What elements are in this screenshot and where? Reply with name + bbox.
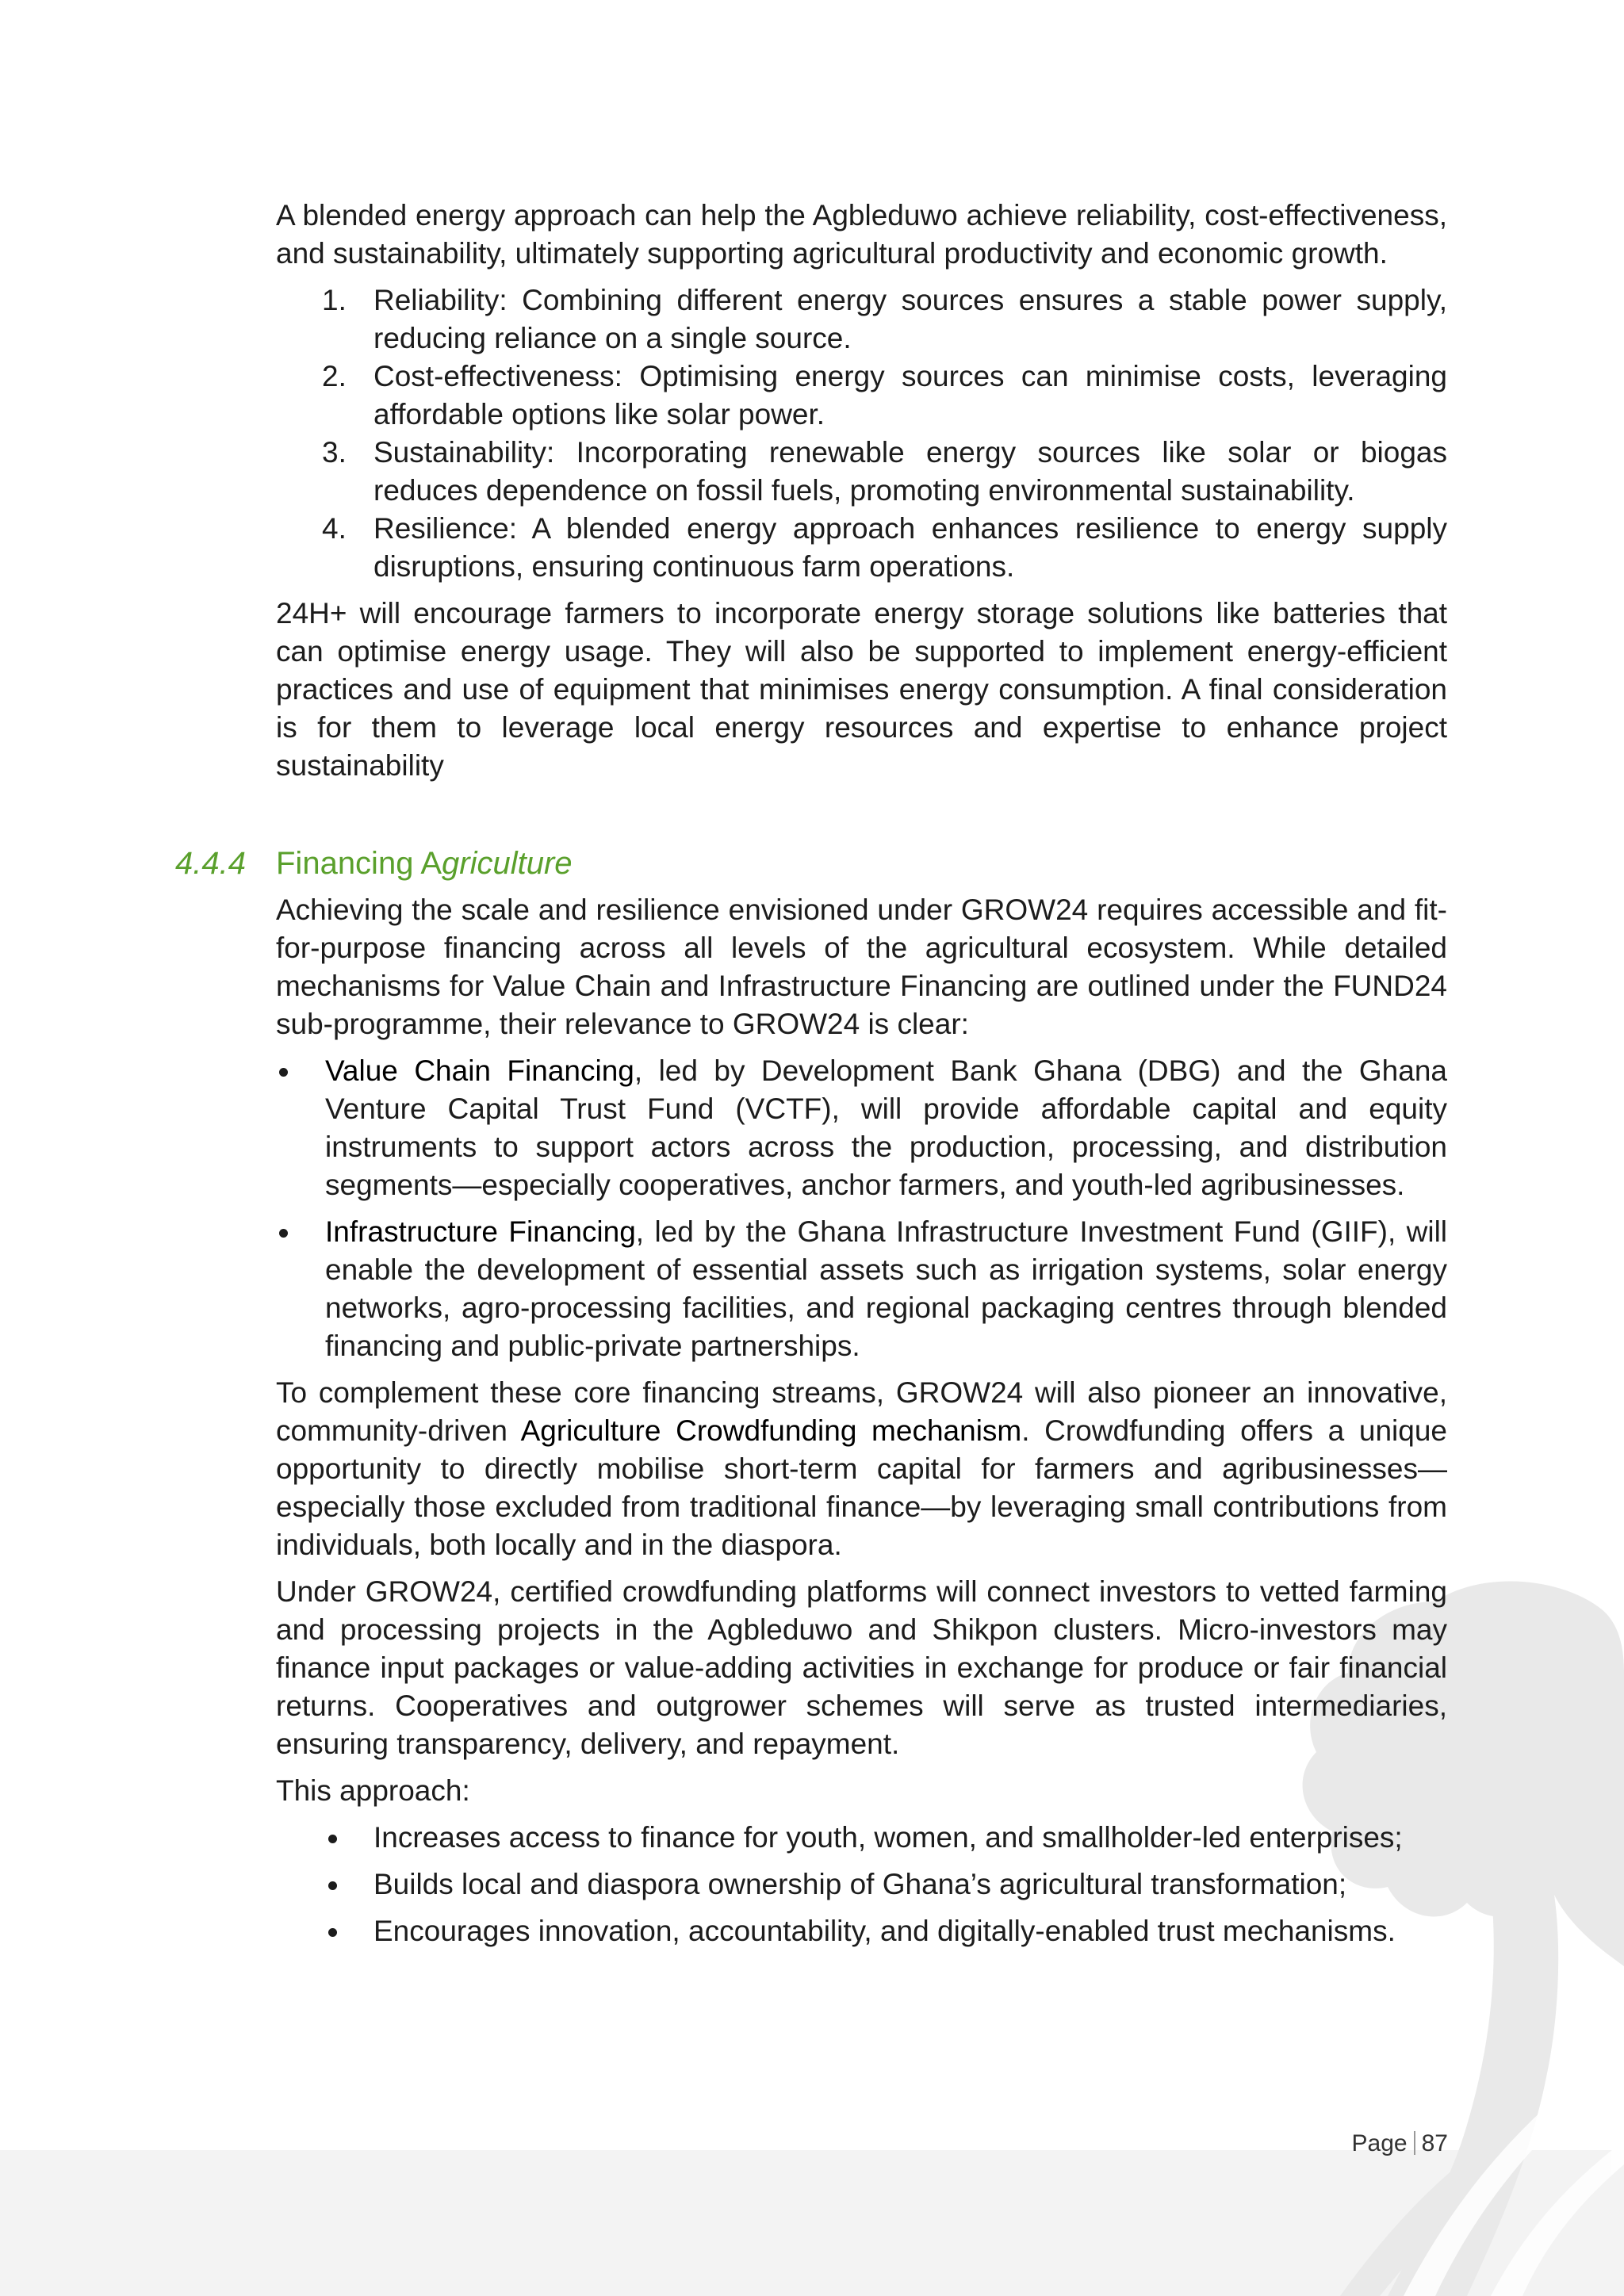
section-title-start: Financing A bbox=[276, 846, 442, 881]
bullet-icon bbox=[279, 1068, 288, 1077]
section-heading bbox=[175, 844, 1447, 882]
list-item-text: Builds local and diaspora ownership of Ghana’s agricultural transformation; bbox=[373, 1868, 1347, 1900]
list-item-text: Cost-effectiveness: Optimising energy sources can minimise costs, leveraging affordable options like solar power. bbox=[373, 360, 1447, 430]
approach-label: This approach: bbox=[276, 1774, 470, 1807]
list-item bbox=[276, 1819, 1447, 1857]
list-item bbox=[276, 1912, 1447, 1950]
financing-description: , led by Development Bank Ghana (DBG) and the Ghana Venture Capital Trust Fund (VCTF), will provide affordable capital and equity instruments to support actors across the production, processing, and distribution segments—especially cooperatives, anchor farmers, and youth-led agribusinesses. bbox=[325, 1054, 1447, 1201]
page-number-value: 87 bbox=[1421, 2130, 1448, 2156]
bullet-icon bbox=[328, 1835, 337, 1843]
energy-storage-paragraph: 24H+ will encourage farmers to incorporate energy storage solutions like batteries that can optimise energy usage. They will also be supported to implement energy-efficient practices and use of equipment that minimises energy consumption. A final consideration is for them to leverage local energy resources and expertise to enhance project sustainability bbox=[276, 597, 1447, 782]
list-item-text: Encourages innovation, accountability, and digitally-enabled trust mechanisms. bbox=[373, 1915, 1396, 1947]
list-item-text: Reliability: Combining different energy sources ensures a stable power supply, reducing reliance on a single source. bbox=[373, 284, 1447, 354]
approach-list bbox=[276, 1819, 1447, 1950]
section-title-end: griculture bbox=[442, 846, 573, 881]
page-label: Page bbox=[1351, 2130, 1408, 2156]
page-separator bbox=[1414, 2131, 1415, 2155]
page-number bbox=[1352, 2128, 1448, 2160]
list-item bbox=[276, 1213, 1447, 1365]
list-item-text: Increases access to finance for youth, women, and smallholder-led enterprises; bbox=[373, 1821, 1403, 1854]
list-item bbox=[276, 1866, 1447, 1904]
bullet-icon bbox=[328, 1881, 337, 1890]
list-number: 3. bbox=[322, 436, 347, 469]
financing-list bbox=[276, 1052, 1447, 1365]
list-item-text: Sustainability: Incorporating renewable energy sources like solar or biogas reduces dependence on fossil fuels, promoting environmental sustainability. bbox=[373, 436, 1447, 507]
crowdfunding-paragraph bbox=[276, 1374, 1447, 1564]
list-number: 1. bbox=[322, 284, 347, 316]
list-item bbox=[276, 1052, 1447, 1204]
bullet-icon bbox=[279, 1229, 288, 1238]
bullet-icon bbox=[328, 1928, 337, 1937]
section-number: 4.4.4 bbox=[175, 846, 246, 881]
crowdfunding-text-start: To complement these core financing streams, GROW24 will also pioneer an innovative, community-driven bbox=[276, 1376, 1447, 1447]
platforms-paragraph: Under GROW24, certified crowdfunding platforms will connect investors to vetted farming and processing projects in the Agbleduwo and Shikpon clusters. Micro-investors may finance input packages or value-adding activities in exchange for produce or fair financial returns. Cooperatives and outgrower schemes will serve as trusted intermediaries, ensuring transparency, delivery, and repayment. bbox=[276, 1575, 1447, 1760]
list-item bbox=[276, 434, 1447, 510]
energy-benefits-list bbox=[276, 281, 1447, 586]
crowdfunding-text-end: . Crowdfunding offers a unique opportunity to directly mobilise short-term capital for farmers and agribusinesses—especially those excluded from traditional finance—by leveraging small contributions from individuals, both locally and in the diaspora. bbox=[276, 1414, 1447, 1561]
financing-term: Value Chain Financing bbox=[325, 1054, 634, 1087]
energy-intro-paragraph: A blended energy approach can help the Agbleduwo achieve reliability, cost-effectiveness, and sustainability, ultimately supporting agricultural productivity and economic growth. bbox=[276, 199, 1447, 270]
financing-term: Infrastructure Financing bbox=[325, 1215, 636, 1248]
list-number: 2. bbox=[322, 360, 347, 392]
list-item bbox=[276, 281, 1447, 358]
crowdfunding-term: Agriculture Crowdfunding mechanism bbox=[520, 1414, 1022, 1447]
page-content bbox=[175, 197, 1448, 1959]
list-number: 4. bbox=[322, 512, 347, 545]
list-item bbox=[276, 510, 1447, 586]
financing-intro-paragraph: Achieving the scale and resilience envisioned under GROW24 requires accessible and fit-for-purpose financing across all levels of the agricultural ecosystem. While detailed mechanisms for Value Chain and Infrastructure Financing are outlined under the FUND24 sub-programme, their relevance to GROW24 is clear: bbox=[276, 894, 1447, 1040]
list-item-text: Resilience: A blended energy approach enhances resilience to energy supply disruptions, ensuring continuous farm operations. bbox=[373, 512, 1447, 583]
financing-description: , led by the Ghana Infrastructure Investment Fund (GIIF), will enable the development of essential assets such as irrigation systems, solar energy networks, agro-processing facilities, and regional packaging centres through blended financing and public-private partnerships. bbox=[325, 1215, 1448, 1362]
list-item bbox=[276, 358, 1447, 434]
